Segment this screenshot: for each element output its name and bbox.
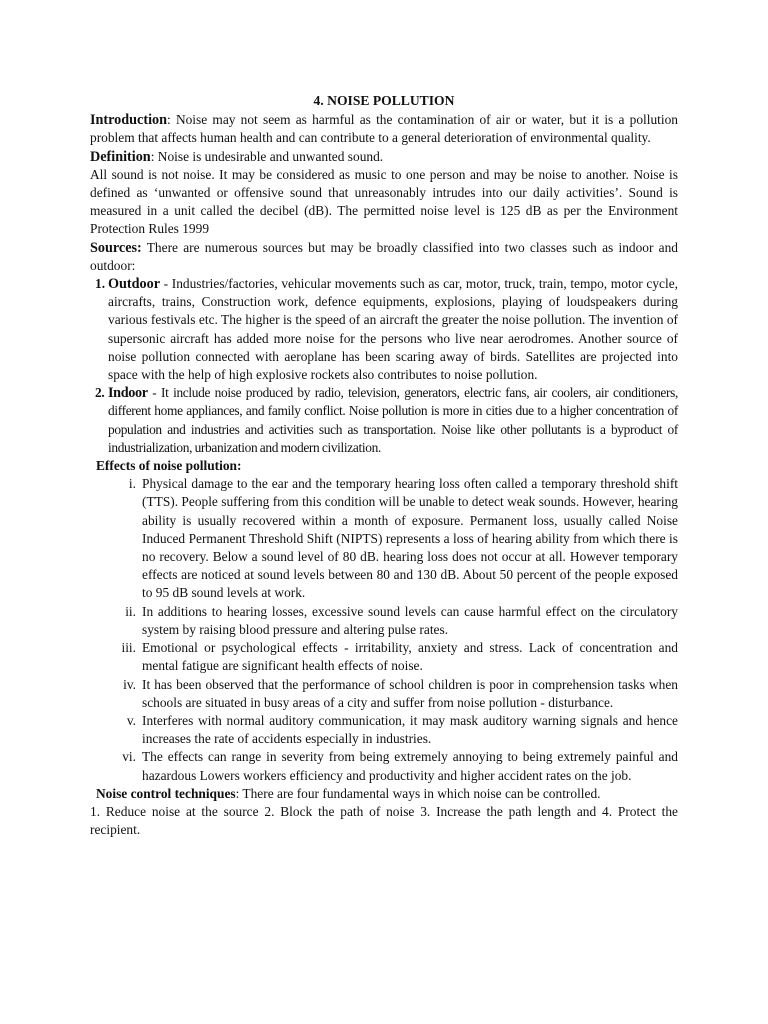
effect-item-text: It has been observed that the performance of school children is poor in comprehension tasks when schools are situated in busy areas of a city and suffer from noise pollution - disturbance. (142, 676, 678, 710)
effect-item-text: Interferes with normal auditory communication, it may mask auditory warning signals and hence increases the rate of accidents especially in industries. (142, 712, 678, 747)
effects-list (90, 475, 678, 784)
source-item-label: Outdoor (108, 276, 161, 293)
source-item-outdoor (90, 275, 678, 384)
introduction-text: : Noise may not seem as harmful as the contamination of air or water, but it is a pollution problem that affects human health and can contribute to a general deterioration of environmental quality. (90, 112, 678, 146)
effect-item-text: In additions to hearing losses, excessive sound levels can cause harmful effect on the circulatory system by raising blood pressure and altering pulse rates. (142, 603, 678, 637)
source-item-text: - It include noise produced by radio, television, generators, electric fans, air coolers, air conditioners, different home appliances, and family conflict. Noise pollution is more in cities due to a higher concentration of population and industries and activities such as transportation. Noise like other pollutants is a byproduct of industrialization, urbanization and modern civilization. (108, 385, 678, 455)
source-item-text: - Industries/factories, vehicular movements such as car, motor, truck, train, tempo, motor cycle, aircrafts, trains, Construction work, defence equipments, explosions, playing of loudspeakers during various festivals etc. The higher is the speed of an aircraft the greater the noise pollution. The invention of supersonic aircraft has added more noise for the persons who live near aerodromes. Another source of noise pollution connected with aeroplane has been scaring away of birds. Satellites are projected into space with the help of high explosive rockets also contributes to noise pollution. (108, 276, 678, 383)
effect-item-number: iii. (121, 640, 136, 656)
effect-item (90, 712, 678, 748)
introduction-paragraph (90, 111, 678, 147)
sources-list (90, 275, 678, 457)
source-item-number: 2. (95, 385, 105, 401)
effect-item (90, 475, 678, 602)
definition-label: Definition (90, 148, 151, 165)
control-steps: 1. Reduce noise at the source 2. Block the path of noise 3. Increase the path length and 4. Protect the recipient. (90, 803, 678, 838)
effect-item (90, 603, 678, 639)
source-item-indoor (90, 384, 678, 457)
introduction-label: Introduction (90, 112, 167, 129)
effects-heading: Effects of noise pollution: (96, 458, 242, 474)
effect-item-number: vi. (122, 749, 136, 765)
effect-item (90, 748, 678, 784)
control-paragraph (96, 785, 678, 803)
effect-item-number: i. (128, 476, 136, 492)
sources-text: There are numerous sources but may be broadly classified into two classes such as indoor and outdoor: (90, 239, 678, 273)
sources-paragraph (90, 239, 678, 275)
effect-item-number: iv. (123, 676, 136, 692)
control-section (90, 785, 678, 803)
sources-label: Sources: (90, 239, 142, 256)
effect-item-text: Physical damage to the ear and the temporary hearing loss often called a temporary threshold shift (TTS). People suffering from this condition will be unable to detect weak sounds. However, hearing ability is usually recovered within a month of exposure. Permanent loss, usually called Noise Induced Permanent Threshold Shift (NIPTS) represents a loss of hearing ability from which there is no recovery. Below a sound level of 80 dB. hearing loss does not occur at all. However temporary effects are noticed at sound levels between 80 and 130 dB. About 50 percent of the people exposed to 95 dB sound levels at work. (142, 476, 678, 601)
effect-item-text: The effects can range in severity from being extremely annoying to being extremely painful and hazardous Lowers workers efficiency and productivity and higher accident rates on the job. (142, 749, 678, 783)
effect-item-number: ii. (125, 603, 136, 619)
source-item-number: 1. (95, 276, 106, 292)
source-item-label: Indoor (108, 385, 148, 402)
definition-text: : Noise is undesirable and unwanted sound. (150, 148, 384, 164)
effect-item-number: v. (126, 712, 136, 728)
definition-paragraph (90, 148, 678, 166)
document-page (90, 92, 678, 839)
control-label: Noise control techniques (96, 785, 236, 801)
effect-item (90, 676, 678, 712)
noise-explanation-paragraph: All sound is not noise. It may be considered as music to one person and may be noise to another. Noise is defined as ‘unwanted or offensive sound that unreasonably intrudes into our daily activities’. Sound is measured in a unit called the decibel (dB). The permitted noise level is 125 dB as per the Environment Protection Rules 1999 (90, 166, 678, 237)
page-title: 4. NOISE POLLUTION (313, 93, 455, 108)
effect-item (90, 639, 678, 675)
effect-item-text: Emotional or psychological effects - irritability, anxiety and stress. Lack of concentration and mental fatigue are significant health effects of noise. (142, 640, 678, 674)
control-text: : There are four fundamental ways in which noise can be controlled. (235, 785, 601, 801)
